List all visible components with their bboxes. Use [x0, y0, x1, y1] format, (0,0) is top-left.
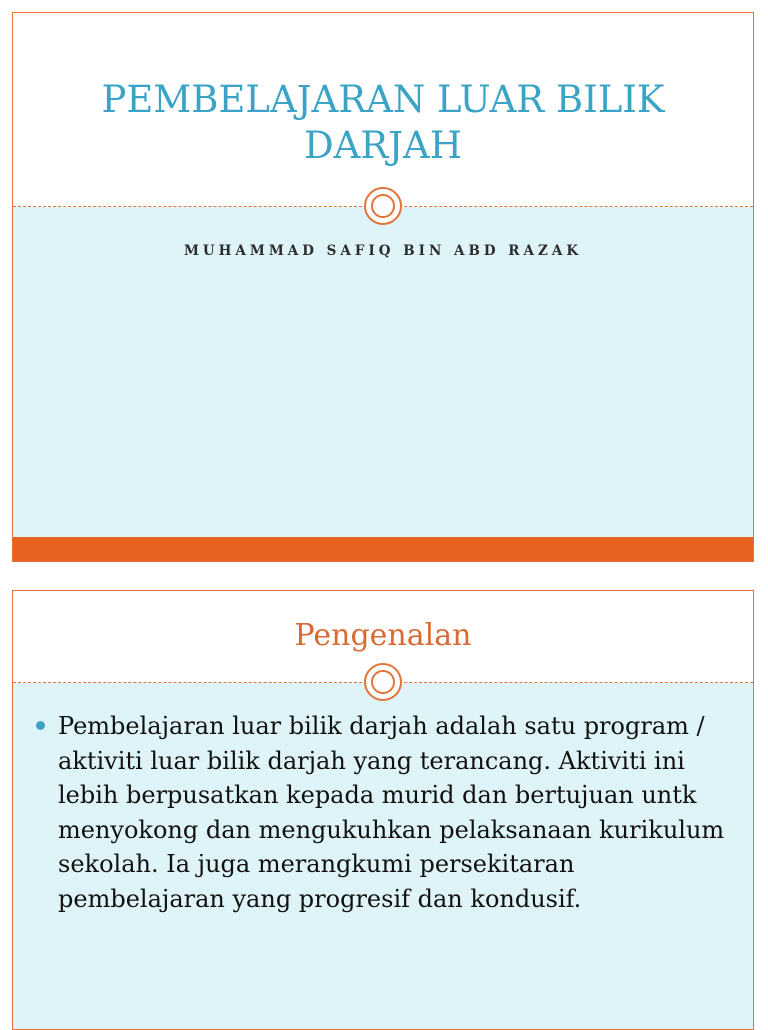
- title-slide: [12, 12, 754, 562]
- section-heading: Pengenalan: [294, 618, 472, 653]
- author-name: MUHAMMAD SAFIQ BIN ABD RAZAK: [183, 243, 583, 259]
- slide-title: PEMBELAJARAN LUAR BILIK DARJAH: [101, 78, 665, 167]
- footer-bar: [13, 537, 753, 562]
- bullet-text: Pembelajaran luar bilik darjah adalah satu program / aktiviti luar bilik darjah yang terancang. Aktiviti ini lebih berpusatkan kepada murid dan bertujuan untk menyokong dan mengukuhkan pelaksanaan kurikulum sekolah. Ia juga merangkumi persekitaran pembelajaran yang progresif dan kondusif.: [58, 712, 725, 913]
- list-item: [33, 709, 739, 916]
- double-circle-ornament-icon: [364, 663, 402, 701]
- bullet-dot-icon: [36, 721, 45, 730]
- title-zone: [13, 13, 753, 206]
- bullet-list: [33, 709, 739, 916]
- content-slide: [12, 590, 754, 1030]
- double-circle-ornament-icon: [364, 187, 402, 225]
